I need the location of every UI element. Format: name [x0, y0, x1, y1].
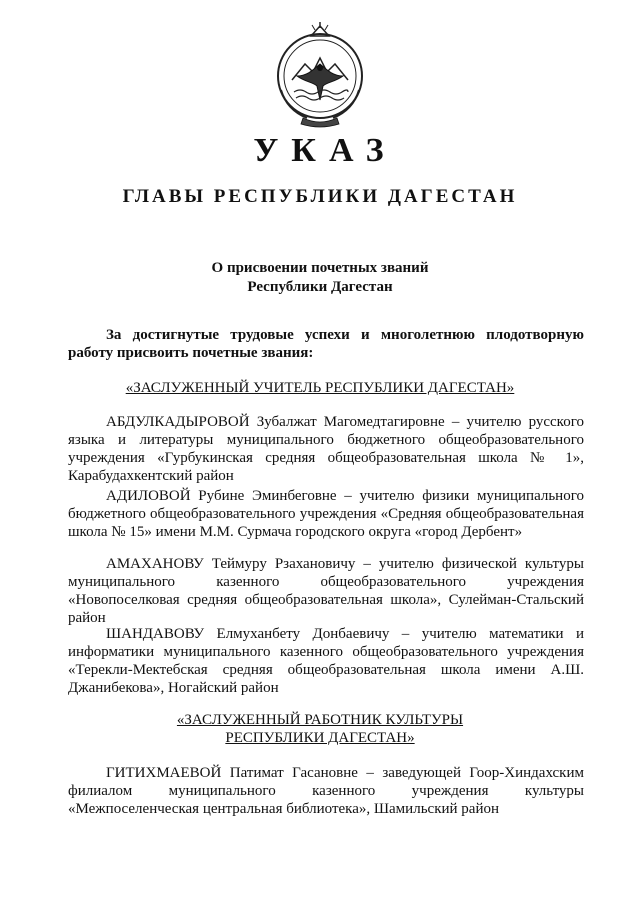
honorary-title-line: «ЗАСЛУЖЕННЫЙ РАБОТНИК КУЛЬТУРЫ: [176, 712, 464, 728]
honorary-title-line: РЕСПУБЛИКИ ДАГЕСТАН»: [225, 730, 415, 746]
awardee-entry: [68, 764, 584, 818]
awardee-entry: [68, 413, 584, 485]
awardee-surname: ШАНДАВОВУ: [106, 626, 205, 642]
honorary-title-heading: [0, 711, 640, 747]
awardee-surname: АБДУЛКАДЫРОВОЙ: [106, 414, 250, 430]
awardee-details: Рубине Эминбеговне – учителю физики муниципального бюджетного общеобразовательного учреждения «Средняя общеобразовательная школа № 15» имени М.М. Сурмача городского округа «город Дербент»: [68, 488, 584, 540]
awardee-details: Зубалжат Магомедтагировне – учителю русского языка и литературы муниципального бюджетного общеобразовательного учреждения «Гурбукинская средняя общеобразовательная школа № 1», Карабудахкентский район: [68, 414, 584, 484]
awardee-entry: [68, 555, 584, 627]
honorary-title-heading: [0, 379, 640, 397]
decree-subject-line: О присвоении почетных званий: [211, 260, 429, 276]
decree-subject: [0, 259, 640, 297]
decree-subject-line: Республики Дагестан: [247, 279, 393, 295]
honorary-title-line: «ЗАСЛУЖЕННЫЙ УЧИТЕЛЬ РЕСПУБЛИКИ ДАГЕСТАН»: [125, 380, 515, 396]
awardee-surname: ГИТИХМАЕВОЙ: [106, 765, 222, 781]
awardee-entry: [68, 625, 584, 697]
decree-title: УКАЗ: [253, 132, 397, 169]
awardee-details: Патимат Гасановне – заведующей Гоор-Хиндахским филиалом муниципального казенного учреждения культуры «Межпоселенческая центральная библиотека», Шамильский район: [68, 765, 584, 817]
awardee-entry: [68, 487, 584, 541]
decree-issuer: ГЛАВЫ РЕСПУБЛИКИ ДАГЕСТАН: [122, 186, 518, 207]
awardee-surname: АМАХАНОВУ: [106, 556, 204, 572]
awardee-details: Теймуру Рзахановичу – учителю физической культуры муниципального казенного общеобразовательного учреждения «Новопоселковая средняя общеобразовательная школа», Сулейман-Стальский район: [68, 556, 584, 626]
decree-preamble: За достигнутые трудовые успехи и многолетнюю плодотворную работу присвоить почетные звания:: [68, 327, 584, 361]
awardee-surname: АДИЛОВОЙ: [106, 488, 191, 504]
coat-of-arms-emblem: [267, 20, 373, 128]
awardee-details: Елмуханбету Донбаевичу – учителю математики и информатики муниципального казенного общеобразовательного учреждения «Терекли-Мектебская средняя общеобразовательная школа имени А.Ш. Джанибекова», Ногайский район: [68, 626, 584, 696]
